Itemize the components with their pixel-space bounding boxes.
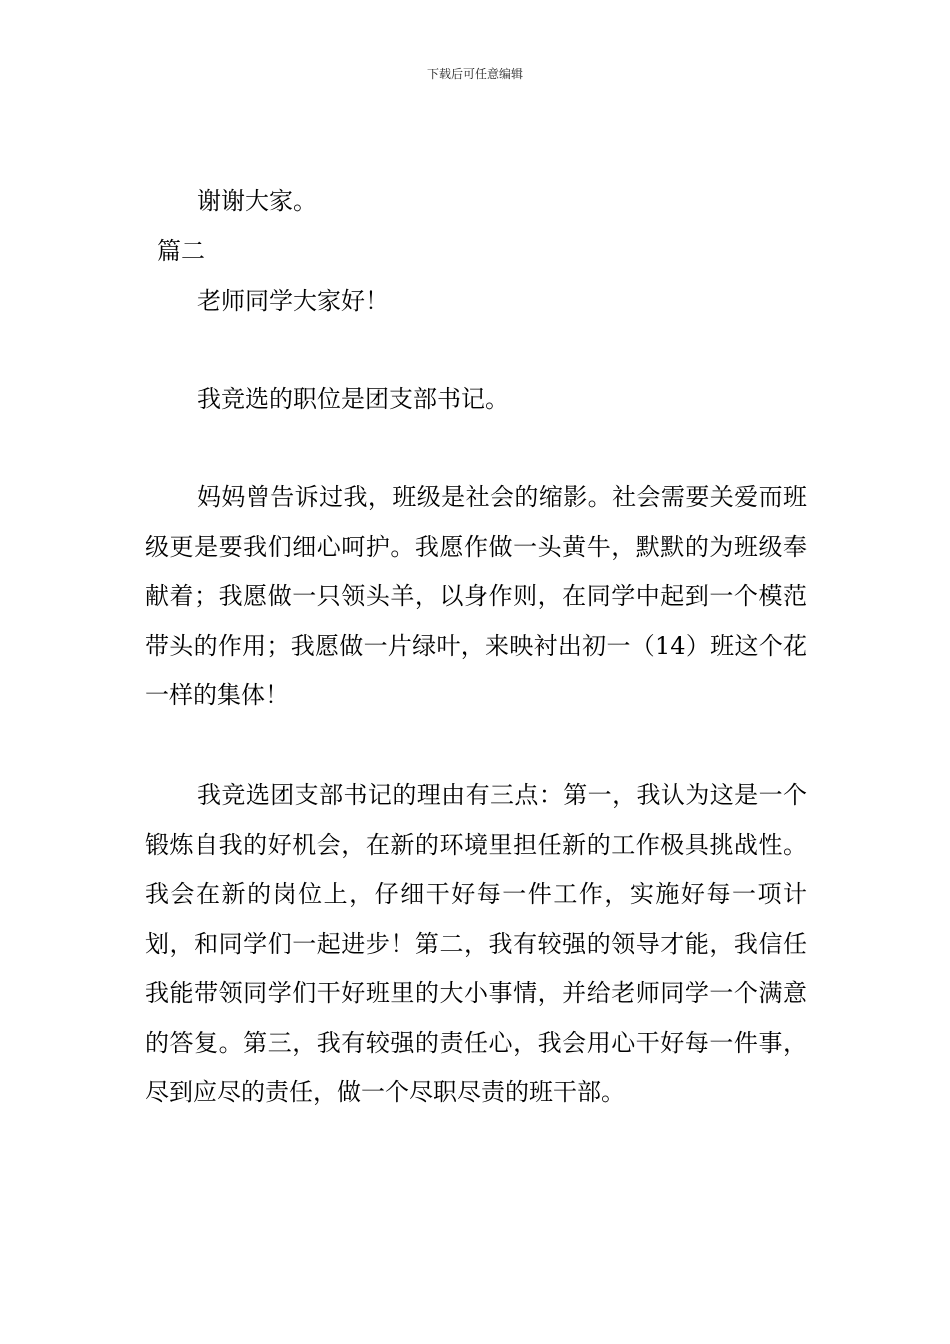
closing-line: 谢谢大家。 <box>197 187 317 215</box>
position-statement: 我竞选的职位是团支部书记。 <box>197 385 509 413</box>
greeting-line: 老师同学大家好！ <box>197 287 389 315</box>
section-title: 篇二 <box>157 237 205 265</box>
paragraph-motivation: 妈妈曾告诉过我，班级是社会的缩影。社会需要关爱而班级更是要我们细心呵护。我愿作做一头黄牛，默默的为班级奉献着；我愿做一只领头羊，以身作则，在同学中起到一个模范带头的作用；我愿做一片绿叶，来映衬出初一（14）班这个花一样的集体！ <box>145 483 807 709</box>
paragraph-reasons: 我竞选团支部书记的理由有三点：第一，我认为这是一个锻炼自我的好机会，在新的环境里担任新的工作极具挑战性。我会在新的岗位上，仔细干好每一件工作，实施好每一项计划，和同学们一起进步！第二，我有较强的领导才能，我信任我能带领同学们干好班里的大小事情，并给老师同学一个满意的答复。第三，我有较强的责任心，我会用心干好每一件事，尽到应尽的责任，做一个尽职尽责的班干部。 <box>145 781 807 1106</box>
page-header-note: 下载后可任意编辑 <box>426 67 523 81</box>
